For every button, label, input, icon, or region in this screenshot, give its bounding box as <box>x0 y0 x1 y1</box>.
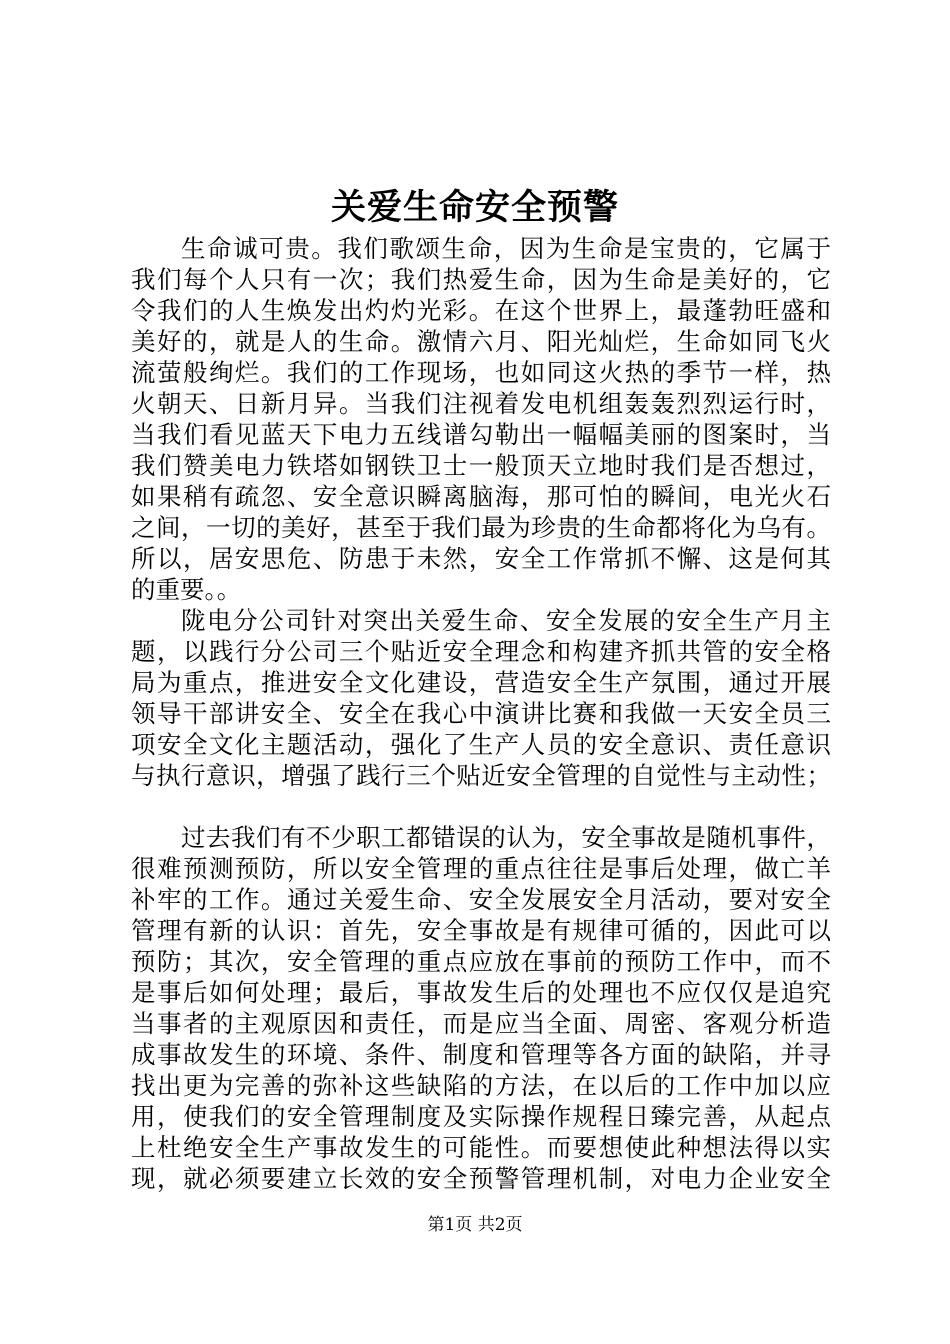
text-line: 令我们的人生焕发出灼灼光彩。在这个世界上，最蓬勃旺盛和 <box>131 296 831 325</box>
text-line: 美好的，就是人的生命。激情六月、阳光灿烂，生命如同飞火 <box>131 327 831 356</box>
text-line: 预防；其次，安全管理的重点应放在事前的预防工作中，而不 <box>131 947 831 976</box>
text-line: 我们每个人只有一次；我们热爱生命，因为生命是美好的，它 <box>131 265 831 294</box>
blank-line <box>131 791 831 822</box>
text-line: 过去我们有不少职工都错误的认为，安全事故是随机事件， <box>181 823 831 852</box>
text-line: 之间，一切的美好，甚至于我们最为珍贵的生命都将化为乌有。 <box>131 513 831 542</box>
text-line: 项安全文化主题活动，强化了生产人员的安全意识、责任意识 <box>131 730 831 759</box>
text-line: 成事故发生的环境、条件、制度和管理等各方面的缺陷，并寻 <box>131 1040 831 1069</box>
text-line: 找出更为完善的弥补这些缺陷的方法，在以后的工作中加以应 <box>131 1071 831 1100</box>
paragraph-1 <box>131 233 831 605</box>
paragraph-3 <box>131 822 831 1194</box>
text-line: 管理有新的认识：首先，安全事故是有规律可循的，因此可以 <box>131 916 831 945</box>
text-line: 如果稍有疏忽、安全意识瞬离脑海，那可怕的瞬间，电光火石 <box>131 482 831 511</box>
text-line: 流萤般绚烂。我们的工作现场，也如同这火热的季节一样，热 <box>131 358 831 387</box>
document-title: 关爱生命安全预警 <box>330 187 619 228</box>
text-line: 当事者的主观原因和责任，而是应当全面、周密、客观分析造 <box>131 1009 831 1038</box>
text-line: 是事后如何处理；最后，事故发生后的处理也不应仅仅是追究 <box>131 978 831 1007</box>
text-line: 所以，居安思危、防患于未然，安全工作常抓不懈、这是何其 <box>131 544 831 573</box>
page-footer: 第1页 共2页 <box>427 1215 523 1235</box>
text-line: 领导干部讲安全、安全在我心中演讲比赛和我做一天安全员三 <box>131 699 831 728</box>
text-line: 与执行意识，增强了践行三个贴近安全管理的自觉性与主动性； <box>131 761 831 790</box>
text-line: 陇电分公司针对突出关爱生命、安全发展的安全生产月主 <box>181 606 831 635</box>
text-line: 火朝天、日新月异。当我们注视着发电机组轰轰烈烈运行时， <box>131 389 831 418</box>
text-line: 的重要。。 <box>131 575 242 604</box>
document-body <box>131 233 831 1194</box>
text-line: 很难预测预防，所以安全管理的重点往往是事后处理，做亡羊 <box>131 854 831 883</box>
text-line: 用，使我们的安全管理制度及实际操作规程日臻完善，从起点 <box>131 1102 831 1131</box>
text-line: 现，就必须要建立长效的安全预警管理机制，对电力企业安全 <box>131 1164 831 1193</box>
text-line: 我们赞美电力铁塔如钢铁卫士一般顶天立地时我们是否想过， <box>131 451 831 480</box>
text-line: 补牢的工作。通过关爱生命、安全发展安全月活动，要对安全 <box>131 885 831 914</box>
text-line: 生命诚可贵。我们歌颂生命，因为生命是宝贵的，它属于 <box>181 234 831 263</box>
text-line: 当我们看见蓝天下电力五线谱勾勒出一幅幅美丽的图案时，当 <box>131 420 831 449</box>
text-line: 上杜绝安全生产事故发生的可能性。而要想使此种想法得以实 <box>131 1133 831 1162</box>
text-line: 题，以践行分公司三个贴近安全理念和构建齐抓共管的安全格 <box>131 637 831 666</box>
text-line: 局为重点，推进安全文化建设，营造安全生产氛围，通过开展 <box>131 668 831 697</box>
paragraph-2 <box>131 605 831 791</box>
